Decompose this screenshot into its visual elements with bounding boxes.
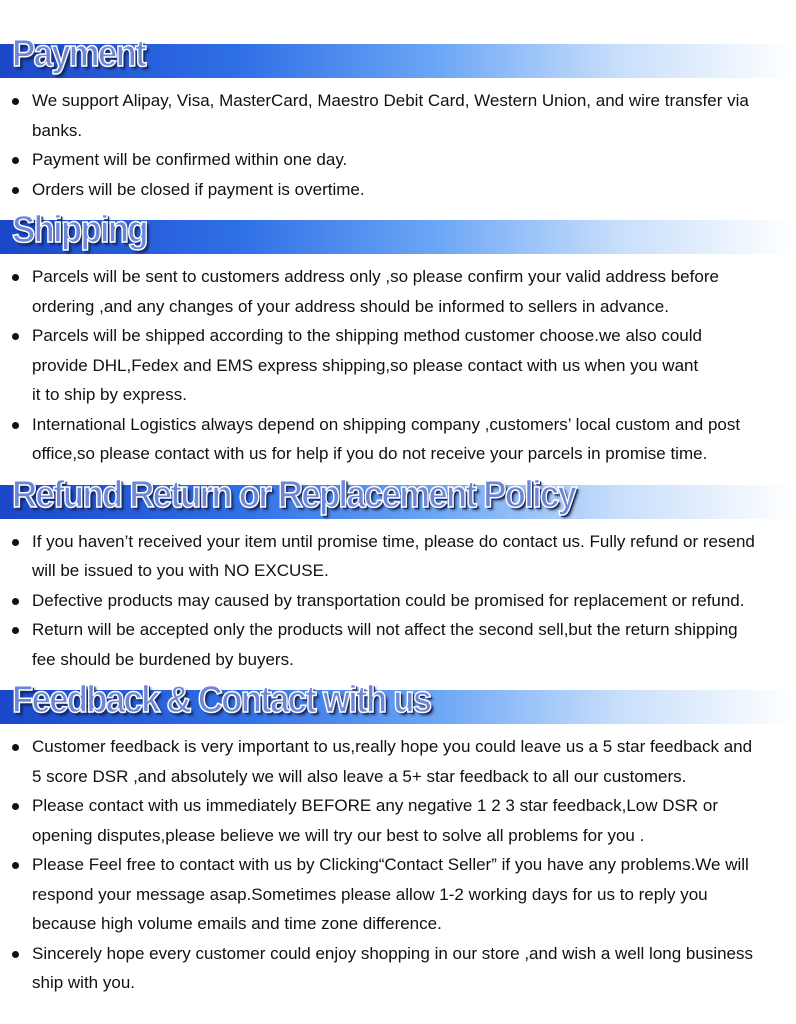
shipping-title: Shipping (12, 209, 147, 251)
list-item (32, 86, 776, 145)
refund-section (0, 471, 796, 675)
list-item (32, 586, 776, 616)
item-text: provide DHL,Fedex and EMS express shipping,so please contact with us when you want (32, 355, 699, 375)
refund-header (0, 471, 796, 519)
bullet-icon (12, 98, 19, 105)
item-text: 5 score DSR ,and absolutely we will also leave a 5+ star feedback to all our customers. (32, 766, 687, 786)
bullet-icon (12, 803, 19, 810)
item-text: Payment will be confirmed within one day. (32, 150, 348, 169)
item-text: If you haven’t received your item until promise time, please do contact us. Fully refund or resend (32, 531, 755, 551)
bullet-icon (12, 539, 19, 546)
list-item (32, 615, 776, 674)
item-text: We support Alipay, Visa, MasterCard, Maestro Debit Card, Western Union, and wire transfer via (32, 91, 749, 110)
feedback-list (0, 732, 796, 998)
shipping-section (0, 206, 796, 469)
list-item (32, 145, 776, 175)
item-text: it to ship by express. (32, 385, 187, 404)
feedback-title: Feedback & Contact with us (12, 679, 431, 721)
item-text: Parcels will be sent to customers address only ,so please confirm your valid address before (32, 267, 719, 286)
bullet-icon (12, 598, 19, 605)
list-item (32, 939, 776, 998)
item-text: respond your message asap.Sometimes please allow 1-2 working days for us to reply you (32, 884, 708, 904)
item-text: office,so please contact with us for help if you do not receive your parcels in promise time. (32, 444, 708, 463)
list-item (32, 262, 776, 321)
shipping-list (0, 262, 796, 469)
item-text: Customer feedback is very important to us,really hope you could leave us a 5 star feedback and (32, 737, 753, 756)
bullet-icon (12, 187, 19, 194)
bullet-icon (12, 744, 19, 751)
shipping-header (0, 206, 796, 254)
bullet-icon (12, 333, 19, 340)
list-item (32, 175, 776, 205)
item-text: Sincerely hope every customer could enjoy shopping in our store ,and wish a well long business (32, 943, 754, 963)
bullet-icon (12, 157, 19, 164)
item-text: will be issued to you with NO EXCUSE. (32, 561, 329, 580)
feedback-header (0, 676, 796, 724)
list-item (32, 410, 776, 469)
bullet-icon (12, 627, 19, 634)
item-text: fee should be burdened by buyers. (32, 649, 294, 669)
refund-title: Refund Return or Replacement Policy (12, 473, 576, 516)
payment-list (0, 86, 796, 204)
refund-list (0, 527, 796, 675)
list-item (32, 321, 776, 410)
item-text: Orders will be closed if payment is overtime. (32, 179, 365, 199)
item-text: Please contact with us immediately BEFORE any negative 1 2 3 star feedback,Low DSR or (32, 796, 718, 815)
payment-title: Payment (12, 33, 145, 75)
item-text: International Logistics always depend on shipping company ,customers’ local custom and post (32, 414, 741, 434)
item-text: Parcels will be shipped according to the shipping method customer choose.we also could (32, 326, 702, 345)
item-text: Defective products may caused by transportation could be promised for replacement or refund. (32, 590, 745, 610)
item-text: ship with you. (32, 973, 135, 992)
item-text: banks. (32, 120, 83, 140)
bullet-icon (12, 951, 19, 958)
bullet-icon (12, 274, 19, 281)
item-text: ordering ,and any changes of your address should be informed to sellers in advance. (32, 296, 669, 316)
bullet-icon (12, 862, 19, 869)
list-item (32, 791, 776, 850)
payment-section (0, 30, 796, 204)
list-item (32, 527, 776, 586)
bullet-icon (12, 422, 19, 429)
payment-header (0, 30, 796, 78)
item-text: Return will be accepted only the products will not affect the second sell,but the return shipping (32, 620, 738, 639)
feedback-section (0, 676, 796, 998)
item-text: Please Feel free to contact with us by Clicking“Contact Seller” if you have any problems.We will (32, 855, 749, 874)
list-item (32, 850, 776, 939)
item-text: opening disputes,please believe we will try our best to solve all problems for you . (32, 825, 645, 845)
item-text: because high volume emails and time zone difference. (32, 914, 442, 933)
list-item (32, 732, 776, 791)
